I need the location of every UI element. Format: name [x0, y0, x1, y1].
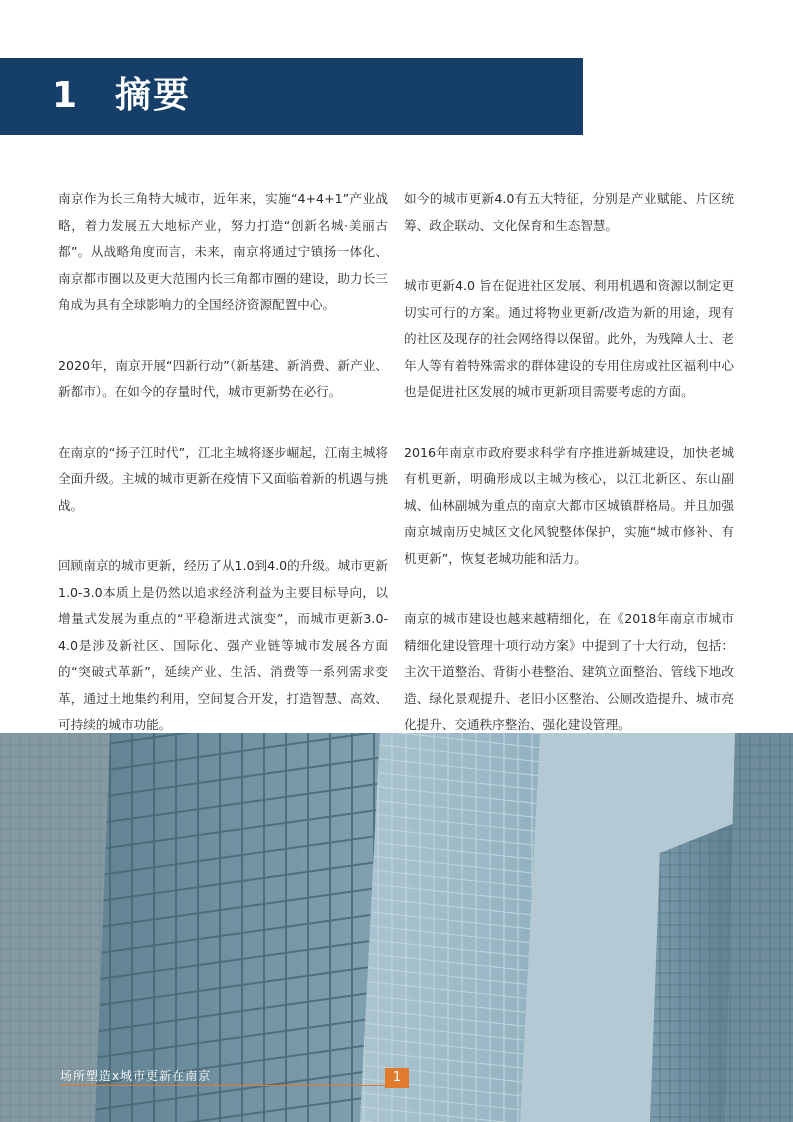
paragraph: 如今的城市更新4.0有五大特征，分别是产业赋能、片区统筹、政企联动、文化保育和生态智慧。 — [404, 191, 734, 233]
paragraph: 南京的城市建设也越来越精细化，在《2018年南京市城市精细化建设管理十项行动方案》中提到了十大行动，包括：主次干道整治、背街小巷整治、建筑立面整治、管线下地改造、绿化景观提升、老旧小区整治、公厕改造提升、城市亮化提升、交通秩序整治、强化建设管理。 — [404, 611, 734, 732]
skyscraper-photo — [0, 733, 793, 1122]
paragraph: 2020年，南京开展“四新行动”（新基建、新消费、新产业、新都市）。在如今的存量时代，城市更新势在必行。 — [58, 357, 388, 399]
paragraph: 2016年南京市政府要求科学有序推进新城建设，加快老城有机更新，明确形成以主城为核心，以江北新区、东山副城、仙林副城为重点的南京大都市区城镇群格局。并且加强南京城南历史城区文化风貌整体保护，实施“城市修补、有机更新”，恢复老城功能和活力。 — [404, 444, 734, 566]
paragraph: 在南京的“扬子江时代”，江北主城将逐步崛起，江南主城将全面升级。主城的城市更新在疫情下又面临着新的机遇与挑战。 — [58, 444, 388, 513]
footer-divider — [60, 1085, 385, 1086]
section-header — [0, 58, 583, 135]
left-column — [58, 186, 388, 773]
paragraph: 回顾南京的城市更新，经历了从1.0到4.0的升级。城市更新1.0-3.0本质上是仍然以追求经济利益为主要目标导向，以增量式发展为重点的“平稳渐进式演变”，而城市更新3.0-4.0是涉及新社区、国际化、强产业链等城市发展各方面的“突破式革新”，延续产业、生活、消费等一系列需求变革，通过土地集约利用，空间复合开发，打造智慧、高效、可持续的城市功能。 — [58, 558, 388, 732]
footer-title: 场所塑造x城市更新在南京 — [60, 1069, 212, 1083]
paragraph: 城市更新4.0 旨在促进社区发展、利用机遇和资源以制定更切实可行的方案。通过将物业更新/改造为新的用途，现有的社区及现存的社会网络得以保留。此外，为残障人士、老年人等有着特殊需求的群体建设的专用住房或社区福利中心也是促进社区发展的城市更新项目需要考虑的方面。 — [404, 278, 734, 399]
section-title: 摘要 — [115, 75, 192, 116]
page-number: 1 — [385, 1068, 409, 1088]
paragraph: 南京作为长三角特大城市，近年来，实施“4+4+1”产业战略，着力发展五大地标产业，努力打造“创新名城·美丽古都”。从战略角度而言，未来，南京将通过宁镇扬一体化、南京都市圈以及更大范围内长三角都市圈的建设，助力长三角成为具有全球影响力的全国经济资源配置中心。 — [58, 191, 388, 312]
right-column — [404, 186, 734, 773]
section-number: 1 — [52, 75, 78, 116]
